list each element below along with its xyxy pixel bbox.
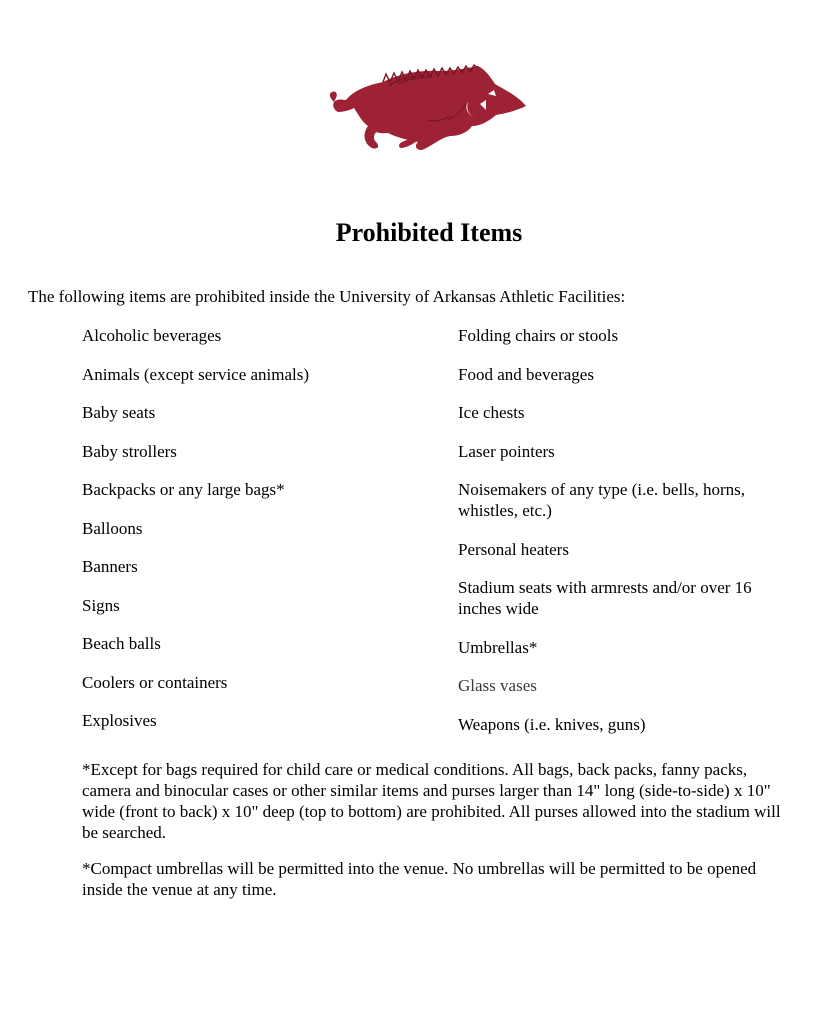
left-item-list bbox=[82, 325, 422, 749]
intro-text: The following items are prohibited inside the University of Arkansas Athletic Facilities: bbox=[28, 287, 626, 306]
list-item: Explosives bbox=[82, 711, 157, 730]
list-item: Coolers or containers bbox=[82, 672, 228, 692]
list-item: Glass vases bbox=[458, 676, 537, 695]
page-title: Prohibited Items bbox=[335, 218, 523, 247]
list-item: Personal heaters bbox=[458, 539, 569, 559]
bag-policy-note: *Except for bags required for child care or medical conditions. All bags, back packs, fanny packs, camera and binocular cases or other similar items and purses larger than 14" long (side-to-side) x 10" wide (front to back) x 10" deep (top to bottom) are prohibited. All purses allowed into the stadium will be searched. bbox=[82, 760, 781, 842]
list-item: Laser pointers bbox=[458, 441, 555, 461]
list-item: Weapons (i.e. knives, guns) bbox=[458, 714, 646, 734]
list-item: Banners bbox=[82, 557, 138, 576]
list-item: Backpacks or any large bags* bbox=[82, 480, 285, 499]
list-item: Balloons bbox=[82, 518, 143, 538]
list-item: Alcoholic beverages bbox=[82, 326, 222, 345]
list-item: Umbrellas* bbox=[458, 637, 538, 657]
list-item: Folding chairs or stools bbox=[458, 326, 619, 345]
list-item: Ice chests bbox=[458, 403, 525, 422]
list-item: Noisemakers of any type (i.e. bells, horns, whistles, etc.) bbox=[458, 480, 746, 520]
razorback-logo bbox=[328, 60, 528, 155]
umbrella-policy-note: *Compact umbrellas will be permitted into the venue. No umbrellas will be permitted to be opened inside the venue at any time. bbox=[82, 859, 757, 899]
list-item: Baby seats bbox=[82, 403, 156, 422]
list-item: Beach balls bbox=[82, 634, 161, 653]
right-item-list bbox=[458, 325, 788, 752]
list-item: Animals (except service animals) bbox=[82, 364, 310, 384]
list-item: Stadium seats with armrests and/or over 16 inches wide bbox=[458, 578, 752, 618]
list-item: Food and beverages bbox=[458, 364, 594, 384]
razorback-hog-icon bbox=[328, 60, 528, 155]
list-item: Signs bbox=[82, 595, 120, 615]
list-item: Baby strollers bbox=[82, 441, 177, 461]
